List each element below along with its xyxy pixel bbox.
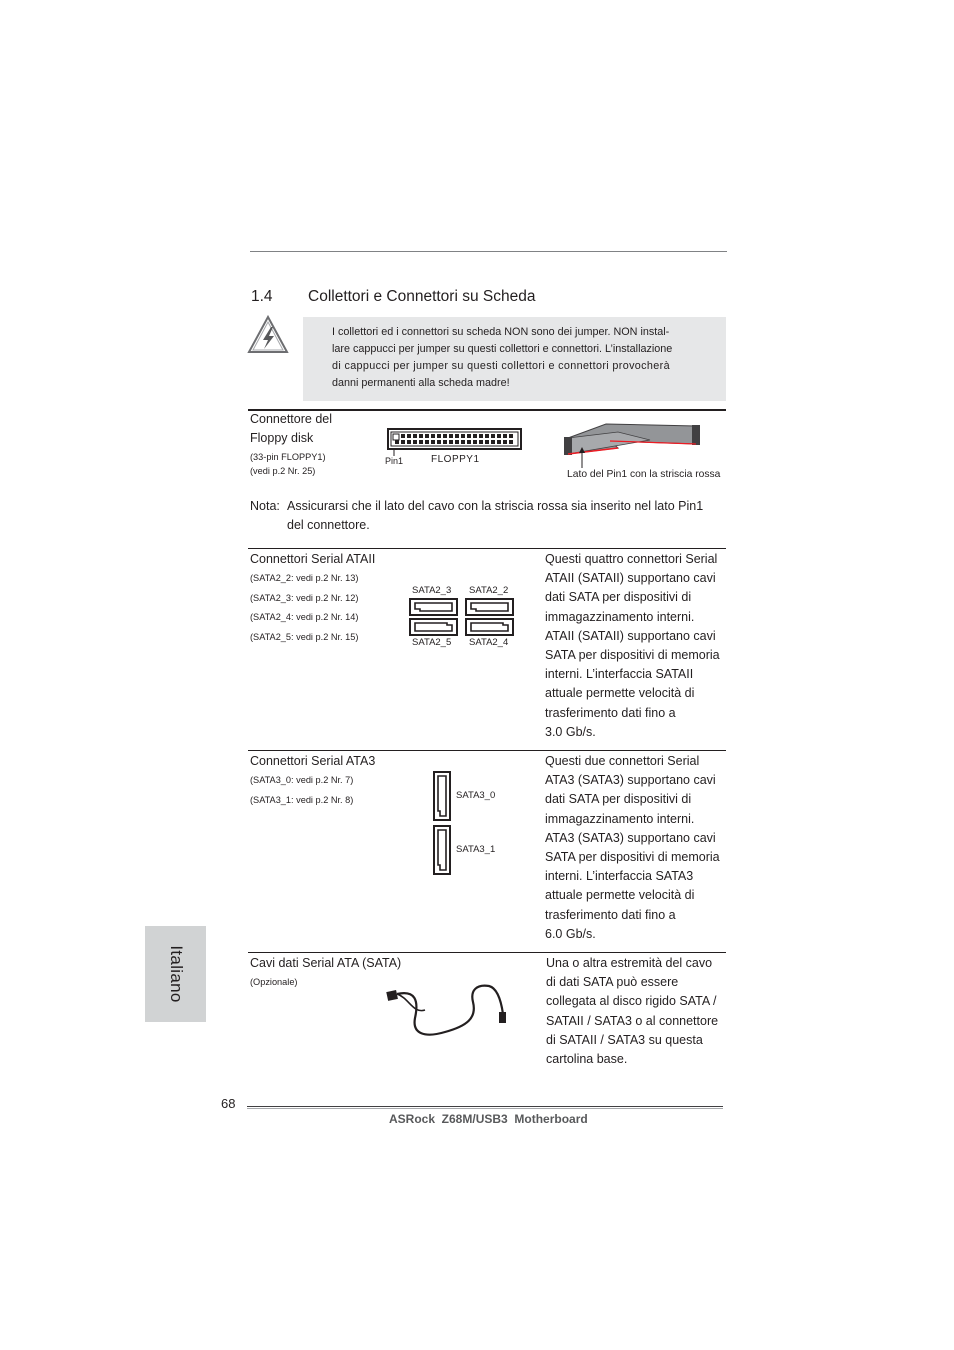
nota-text: Assicurarsi che il lato del cavo con la striscia rossa sia inserito nel lato Pin1 del connettore. (287, 499, 704, 533)
sata3-sub: (SATA3_0: vedi p.2 Nr. 7) (SATA3_1: vedi p.2 Nr. 8) (250, 775, 354, 805)
sata3-description: Questi due connettori Serial ATA3 (SATA3) supportano cavi dati SATA per dispositivi di immagazzinamento interni. ATA3 (SATA3) supportano cavi SATA per dispositivi di memoria interni. L’interfaccia SATA3 attuale permette velocità di trasferimento dati fino a 6.0 Gb/s. (545, 754, 720, 941)
cable-description: Una o altra estremità del cavo di dati SATA può essere collegata al disco rigido SATA / SATAII / SATA3 o al connettore di SATAII / SATA3 su questa cartolina base. (546, 956, 719, 1067)
sata2-label-3: SATA2_3 (412, 585, 452, 596)
footer-rule (247, 1106, 723, 1107)
sata2-sub: (SATA2_2: vedi p.2 Nr. 13) (SATA2_3: vedi p.2 Nr. 12) (SATA2_4: vedi p.2 Nr. 14) (SATA2_5: vedi p.2 Nr. 15) (250, 573, 359, 642)
sata3-title: Connettori Serial ATA3 (250, 754, 376, 768)
language-tab (145, 926, 206, 1022)
cable-title: Cavi dati Serial ATA (SATA) (250, 956, 402, 970)
warning-icon (247, 314, 289, 356)
warning-text: I collettori ed i connettori su scheda NON sono dei jumper. NON instal- lare cappucci per jumper su questi collettori e connettori. L’installazione di cappucci per jumper su questi collettori e connettori provocherà danni permanenti alla scheda madre! (332, 326, 673, 389)
sata2-rule (248, 548, 726, 549)
sata3-port-1 (433, 825, 451, 875)
footer-product: ASRock Z68M/USB3 Motherboard (389, 1112, 588, 1126)
floppy-connector-label: FLOPPY1 (431, 454, 480, 465)
page-number: 68 (221, 1096, 236, 1111)
section-title: Collettori e Connettori su Scheda (308, 288, 536, 305)
sata2-title: Connettori Serial ATAII (250, 552, 376, 566)
floppy-cable-image (562, 420, 704, 470)
sata2-label-2: SATA2_2 (469, 585, 509, 596)
sata3-rule (248, 750, 726, 751)
floppy-sub: (33-pin FLOPPY1) (vedi p.2 Nr. 25) (250, 452, 326, 476)
cable-rule (248, 952, 726, 953)
sata2-port-2 (465, 598, 514, 616)
sata3-port-0 (433, 771, 451, 821)
footer-rule-shadow (247, 1108, 723, 1109)
sata2-port-3 (409, 598, 458, 616)
sata2-label-5: SATA2_5 (412, 637, 452, 648)
cable-sub: (Opzionale) (250, 977, 298, 987)
section-number: 1.4 (251, 288, 273, 305)
sata2-label-4: SATA2_4 (469, 637, 509, 648)
sata3-label-1: SATA3_1 (456, 844, 496, 855)
floppy-cable-caption: Lato del Pin1 con la striscia rossa (567, 469, 721, 480)
floppy-pin1-label: Pin1 (385, 456, 404, 466)
sata2-description: Questi quattro connettori Serial ATAII (SATAII) supportano cavi dati SATA per dispositivi di immagazzinamento interni. ATAII (SATAII) supportano cavi SATA per dispositivi di memoria interni. L’interfaccia SATAII attuale permette velocità di trasferimento dati fino a 3.0 Gb/s. (545, 552, 720, 739)
nota-label: Nota: (250, 499, 280, 513)
language-tab-label: Italiano (166, 945, 186, 1003)
sata3-label-0: SATA3_0 (456, 790, 496, 801)
top-rule (250, 251, 727, 252)
sata-cable-image (385, 978, 513, 1040)
floppy-title: Connettore del Floppy disk (250, 412, 333, 446)
sata2-port-5 (409, 618, 458, 636)
sata2-port-4 (465, 618, 514, 636)
